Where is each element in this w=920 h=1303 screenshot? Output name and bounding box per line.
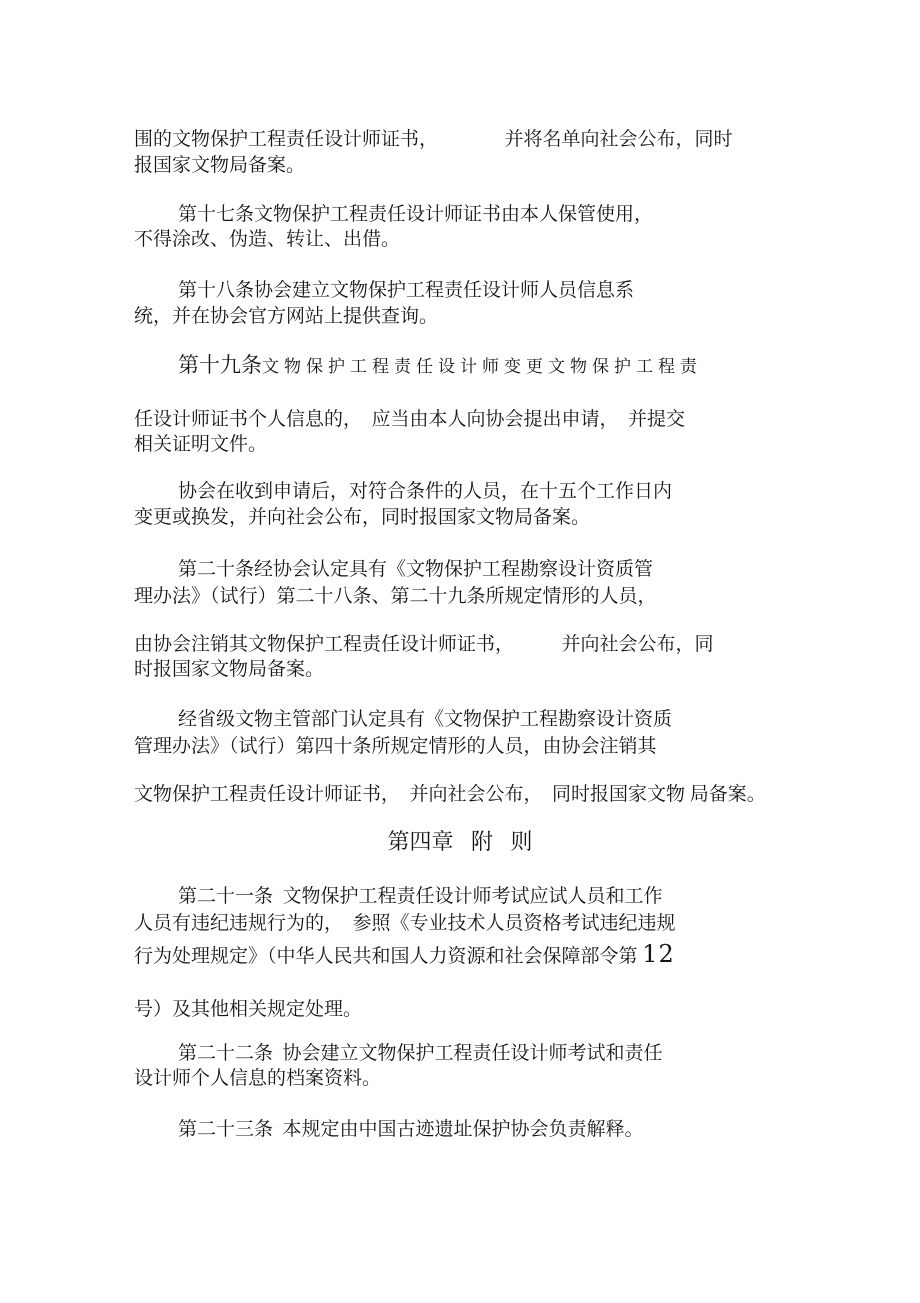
line-article18-1: 第十八条协会建立文物保护工程责任设计师人员信息系 <box>178 280 635 301</box>
decree-number: 12 <box>642 940 675 968</box>
line-article23-1: 第二十三条 本规定由中国古迹遗址保护协会负责解释。 <box>178 1119 644 1140</box>
line-cert-issue-2: 报国家文物局备案。 <box>134 155 306 176</box>
line-article21-2: 人员有违纪违规行为的， 参照《专业技术人员资格考试违纪违规 <box>134 913 676 934</box>
line-article21-1: 第二十一条 文物保护工程责任设计师考试应试人员和工作 <box>178 886 663 907</box>
article19-line1-rest: 文物保护工程责任设计师变更文物保护工程责 <box>262 357 702 376</box>
line-article19-3: 相关证明文件。 <box>134 434 268 455</box>
line-article22-1: 第二十二条 协会建立文物保护工程责任设计师考试和责任 <box>178 1043 663 1064</box>
article21-line3-text: 行为处理规定》（中华人民共和国人力资源和社会保障部令第 <box>134 946 643 967</box>
line-article20-4: 时报国家文物局备案。 <box>134 659 325 680</box>
line-article20-p2-3: 文物保护工程责任设计师证书， 并向社会公布， 同时报国家文物 局备案。 <box>134 784 766 805</box>
line-article21-4: 号）及其他相关规定处理。 <box>134 999 363 1020</box>
chapter4-heading: 第四章 附 则 <box>387 829 533 854</box>
line-article20-3: 由协会注销其文物保护工程责任设计师证书， 并向社会公布，同 <box>134 634 714 655</box>
line-cert-issue-1: 围的文物保护工程责任设计师证书， 并将名单向社会公布，同时 <box>134 129 733 150</box>
line-article20-1: 第二十条经协会认定具有《文物保护工程勘察设计资质管 <box>178 559 654 580</box>
line-article19-2: 任设计师证书个人信息的， 应当由本人向协会提出申请， 并提交 <box>134 409 686 430</box>
line-article22-2: 设计师个人信息的档案资料。 <box>134 1068 382 1089</box>
line-article19-p2-1: 协会在收到申请后，对符合条件的人员，在十五个工作日内 <box>178 481 673 502</box>
line-article19-1 <box>178 352 702 380</box>
line-article21-3 <box>134 941 675 970</box>
line-article20-p2-2: 管理办法》（试行）第四十条所规定情形的人员，由协会注销其 <box>134 736 657 757</box>
article19-number: 第十九条 <box>178 353 262 377</box>
line-article17-2: 不得涂改、伪造、转让、出借。 <box>134 229 401 250</box>
line-article17-1: 第十七条文物保护工程责任设计师证书由本人保管使用， <box>178 204 654 225</box>
line-article19-p2-2: 变更或换发，并向社会公布，同时报国家文物局备案。 <box>134 507 591 528</box>
line-article20-p2-1: 经省级文物主管部门认定具有《文物保护工程勘察设计资质 <box>178 709 673 730</box>
line-article18-2: 统，并在协会官方网站上提供查询。 <box>134 306 439 327</box>
line-article20-2: 理办法》（试行）第二十八条、第二十九条所规定情形的人员， <box>134 586 657 607</box>
